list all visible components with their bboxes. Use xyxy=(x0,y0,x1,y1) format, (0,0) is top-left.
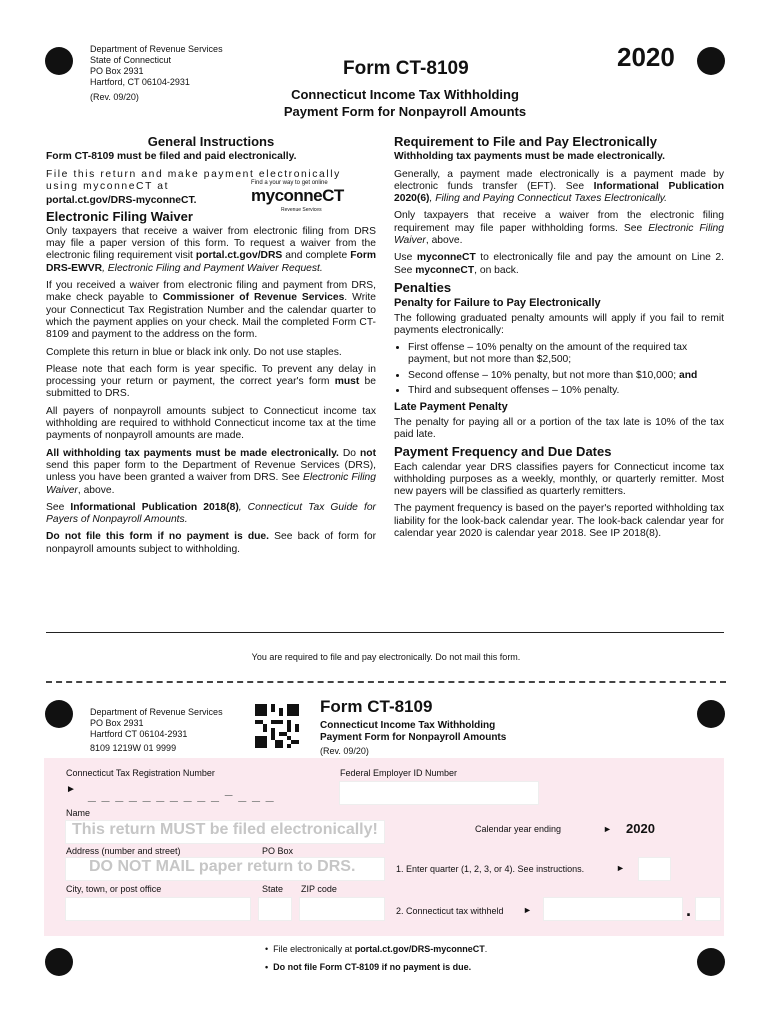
voucher-revision: (Rev. 09/20) xyxy=(320,746,369,756)
form-subtitle xyxy=(255,86,555,120)
address-line: Department of Revenue Services xyxy=(90,44,223,54)
late-payment-paragraph: The penalty for paying all or a portion of the tax late is 10% of the tax paid late. xyxy=(394,416,724,440)
po-box-label: PO Box xyxy=(262,846,294,856)
qr-code-icon xyxy=(255,704,299,748)
address-line: PO Box 2931 xyxy=(90,718,144,728)
must-file-text: Form CT-8109 must be filed and paid electronically. xyxy=(46,151,297,163)
general-instructions-heading: General Instructions xyxy=(147,134,275,149)
name-watermark: This return MUST be filed electronically! xyxy=(68,821,382,839)
list-item: • Second offense – 10% penalty, but not more than $10,000; and xyxy=(408,370,724,382)
left-column xyxy=(46,134,376,561)
address-line: Department of Revenue Services xyxy=(90,707,223,717)
payment-frequency-heading: Payment Frequency and Due Dates xyxy=(394,444,612,460)
address-label: Address (number and street) xyxy=(66,846,181,856)
line-2-label: 2. Connecticut tax withheld xyxy=(396,906,504,916)
zip-label: ZIP code xyxy=(301,884,337,894)
list-item: • Third and subsequent offenses – 10% penalty. xyxy=(408,385,724,397)
subtitle-line: Connecticut Income Tax Withholding xyxy=(320,720,496,731)
penalty-paragraph: The following graduated penalty amounts will apply if you fail to remit payments electronically: xyxy=(394,312,724,336)
voucher-form-title: Form CT-8109 xyxy=(320,697,433,716)
see-ip-paragraph: See Informational Publication 2018(8), Connecticut Tax Guide for Payers of Nonpayroll Amounts. xyxy=(46,501,376,526)
all-withholding-paragraph: All withholding tax payments must be made electronically. Do not send this paper form to the Department of Revenue Services (DRS), unless you have been granted a waiver from DRS. See Electronic Filing Waiver, above. xyxy=(46,447,376,496)
registration-dot-bottom-right xyxy=(697,948,725,976)
penalty-list xyxy=(394,342,724,397)
subtitle-line: Payment Form for Nonpayroll Amounts xyxy=(320,732,507,743)
form-title: Form CT-8109 xyxy=(343,58,469,79)
address-line: Hartford CT 06104-2931 xyxy=(90,729,188,739)
myconnect-logo xyxy=(251,180,381,212)
file-return-line: File this return and make payment electronically using myconneCT at xyxy=(46,168,341,192)
frequency-paragraph-2: The payment frequency is based on the payer's reported withholding tax liability for the look-back calendar year. The look-back calendar year for calendar year 2020 is calendar year 2018. See IP 2018(8). xyxy=(394,503,724,540)
waiver-paragraph-2: If you received a waiver from electronic filing and payment from DRS, make check payable to Commissioner of Revenue Services. Write your Connecticut Tax Registration Number and the calendar quarter to which the payment applies on your check. Mail the completed Form CT-8109 and payment to the address on the form. xyxy=(46,280,376,341)
calendar-year-label: Calendar year ending xyxy=(475,824,562,834)
electronic-filing-waiver-heading: Electronic Filing Waiver xyxy=(46,208,193,224)
subtitle-line: Payment Form for Nonpayroll Amounts xyxy=(283,104,527,119)
subtitle-line: Connecticut Income Tax Withholding xyxy=(291,87,519,102)
penalty-failure-heading: Penalty for Failure to Pay Electronically xyxy=(394,297,601,310)
registration-dot-top-right xyxy=(697,47,725,75)
voucher-subtitle xyxy=(320,720,506,744)
list-item: • Do not file Form CT-8109 if no payment is due. xyxy=(265,962,472,972)
cents-input[interactable] xyxy=(695,897,721,921)
late-payment-heading: Late Payment Penalty xyxy=(394,401,508,414)
registration-arrow: ► xyxy=(66,784,76,795)
fein-input[interactable] xyxy=(339,781,539,805)
logo-tagline: Find a your way to get online xyxy=(251,179,328,186)
address-line: PO Box 2931 xyxy=(90,66,144,76)
calendar-year-value: 2020 xyxy=(626,821,655,836)
right-column xyxy=(394,134,724,545)
requirement-paragraph-2: Only taxpayers that receive a waiver from the electronic filing requirement may file paper withholding forms. See Electronic Filing Waiver, above. xyxy=(394,210,724,247)
address-watermark: DO NOT MAIL paper return to DRS. xyxy=(85,858,359,876)
electronic-notice: You are required to file and pay electronically. Do not mail this form. xyxy=(251,652,521,662)
address-line: State of Connecticut xyxy=(90,55,172,65)
do-not-file-paragraph: Do not file this form if no payment is due. See back of form for nonpayroll amounts subject to withholding. xyxy=(46,531,376,555)
requirement-paragraph-3: Use myconneCT to electronically file and pay the amount on Line 2. See myconneCT, on back. xyxy=(394,252,724,276)
requirement-paragraph-1: Generally, a payment made electronically is a payment made by electronic funds transfer (EFT). See Informational Publication 2020(6), Filing and Paying Connecticut Taxes Electronically. xyxy=(394,168,724,205)
scan-line: 8109 1219W 01 9999 xyxy=(90,743,177,753)
tax-year: 2020 xyxy=(617,42,675,72)
registration-dot-top-left xyxy=(45,47,73,75)
frequency-paragraph-1: Each calendar year DRS classifies payers for Connecticut income tax withholding purposes as a weekly, monthly, or quarterly remitter. Most new payers will be classified as quarterly remitters. xyxy=(394,461,724,498)
registration-dot-mid-right xyxy=(697,700,725,728)
waiver-paragraph-1: Only taxpayers that receive a waiver from electronic filing from DRS may file a paper version of this form. To request a waiver from the electronic filing requirement visit portal.ct.gov/DRS and complete Form DRS-EWVR, Electronic Filing and Payment Waiver Request. xyxy=(46,225,376,274)
zip-input[interactable] xyxy=(299,897,385,921)
city-label: City, town, or post office xyxy=(66,884,162,894)
registration-number-label: Connecticut Tax Registration Number xyxy=(66,768,215,778)
requirement-bold: Withholding tax payments must be made electronically. xyxy=(394,151,665,163)
all-payers-paragraph: All payers of nonpayroll amounts subject to Connecticut income tax withholding are required to withhold Connecticut income tax at the time payments of nonpayroll amounts are made. xyxy=(46,405,376,442)
logo-subtext: Revenue Services xyxy=(281,206,322,213)
ink-instruction: Complete this return in blue or black ink only. Do not use staples. xyxy=(46,346,342,358)
state-input[interactable] xyxy=(258,897,292,921)
state-label: State xyxy=(262,884,284,894)
line-2-arrow: ► xyxy=(523,905,532,915)
line-1-label: 1. Enter quarter (1, 2, 3, or 4). See instructions. xyxy=(396,864,585,874)
fein-label: Federal Employer ID Number xyxy=(340,768,458,778)
portal-link[interactable]: portal.ct.gov/DRS-myconneCT. xyxy=(46,194,197,206)
line-1-arrow: ► xyxy=(616,863,625,873)
requirement-heading: Requirement to File and Pay Electronically xyxy=(394,134,657,149)
cut-line xyxy=(46,681,726,683)
calendar-year-arrow: ► xyxy=(603,824,612,834)
penalties-heading: Penalties xyxy=(394,279,452,295)
quarter-input[interactable] xyxy=(638,857,671,881)
registration-dot-bottom-left xyxy=(45,948,73,976)
logo-wordmark: myconneCT xyxy=(251,185,344,205)
name-label: Name xyxy=(66,808,91,818)
voucher-address xyxy=(90,707,223,754)
registration-dot-mid-left xyxy=(45,700,73,728)
section-divider xyxy=(46,632,724,633)
revision: (Rev. 09/20) xyxy=(90,92,139,102)
city-input[interactable] xyxy=(65,897,251,921)
address-line: Hartford, CT 06104-2931 xyxy=(90,77,190,87)
decimal-point: . xyxy=(686,900,692,920)
tax-withheld-input[interactable] xyxy=(543,897,683,921)
year-specific-paragraph: Please note that each form is year specific. To prevent any delay in processing your return or payment, the correct year's form must be submitted to DRS. xyxy=(46,363,376,400)
header-address xyxy=(90,44,223,103)
footer-notes xyxy=(265,940,487,976)
list-item: • First offense – 10% penalty on the amount of the required tax payment, but not more than $2,500; xyxy=(408,342,724,367)
list-item: • File electronically at portal.ct.gov/DRS-myconneCT. xyxy=(265,944,488,954)
registration-number-input[interactable]: _ _ _ _ _ _ _ _ _ _ – _ _ _ xyxy=(88,786,275,802)
